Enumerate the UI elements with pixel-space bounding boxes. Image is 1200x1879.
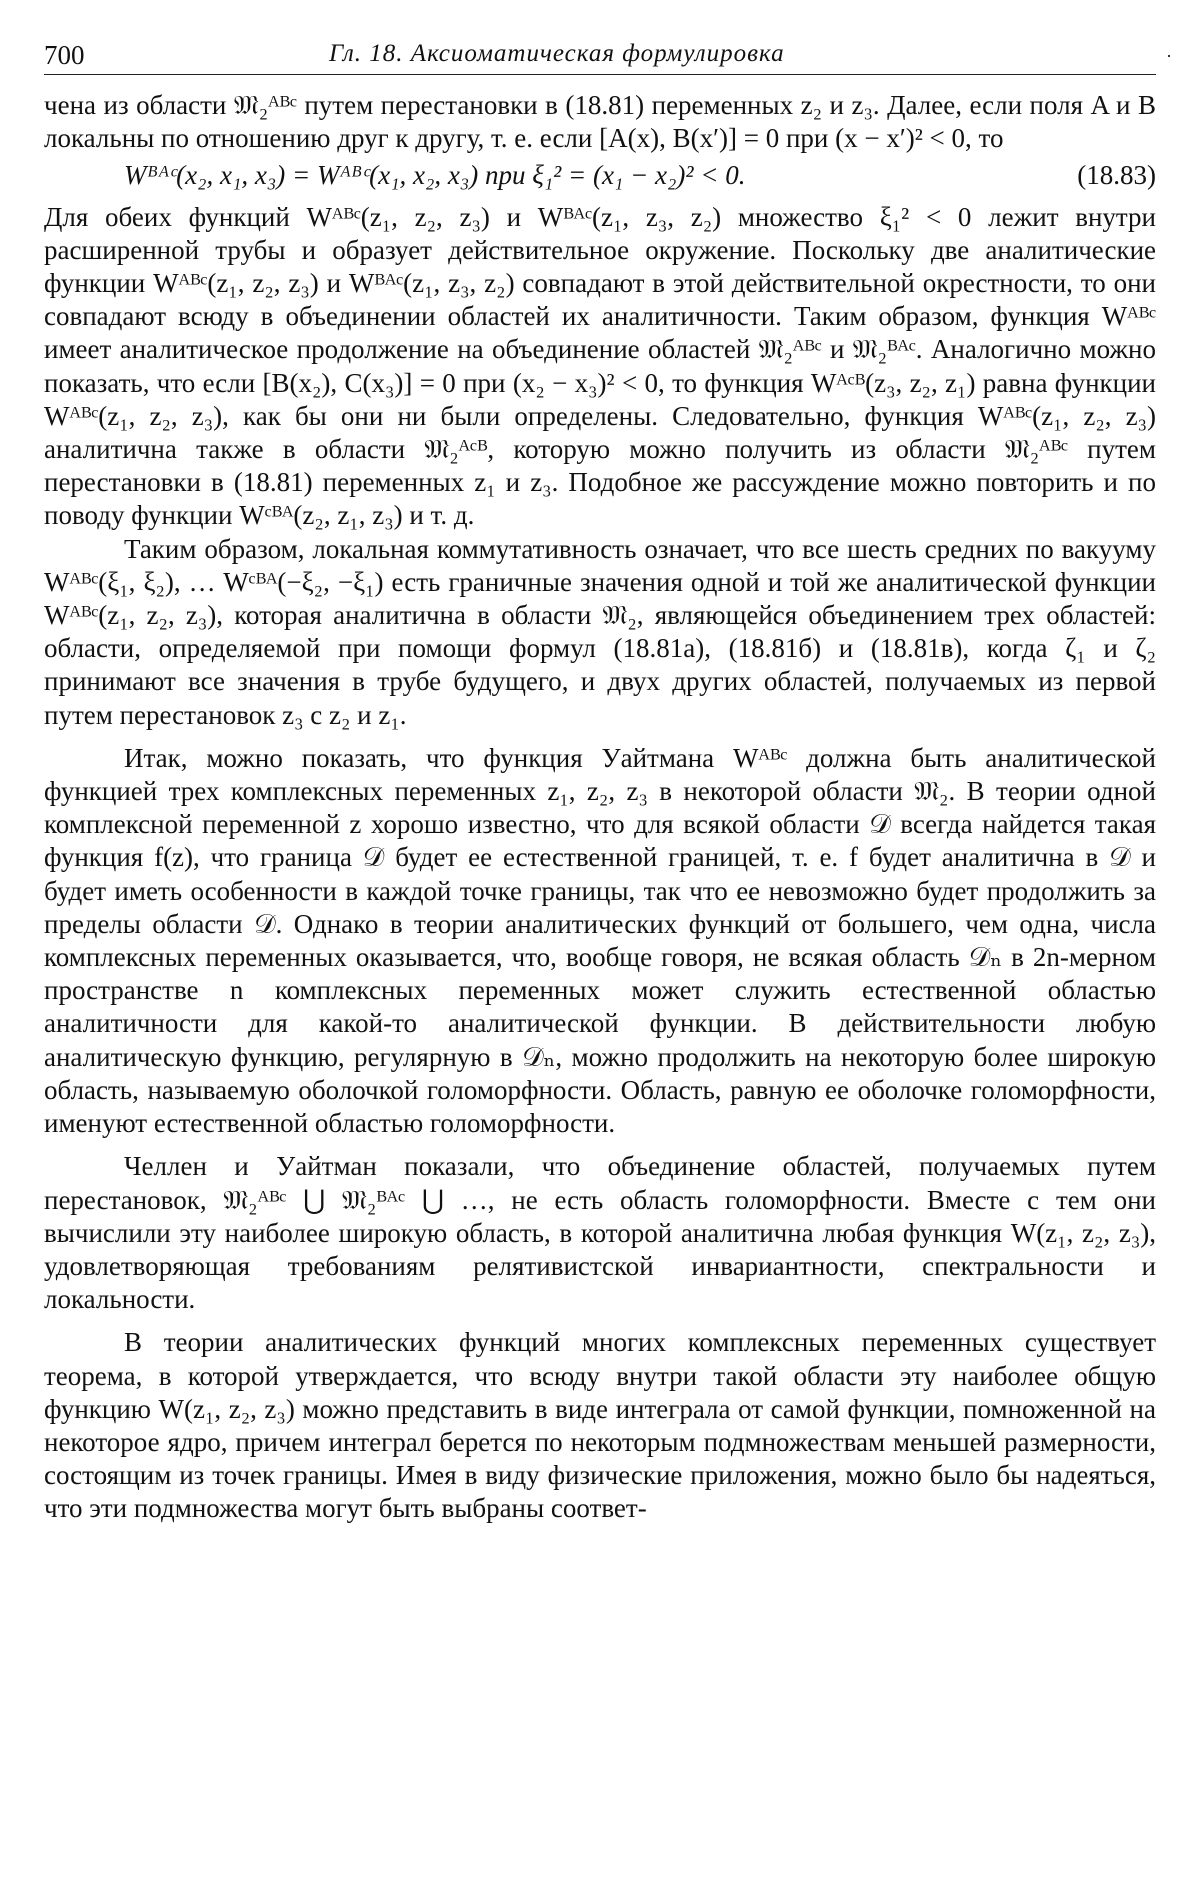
page bbox=[44, 38, 1172, 1526]
formula-text: Wᴮᴬᶜ(x₂, x₁, x₃) = Wᴬᴮᶜ(x₁, x₂, x₃) при ξ₁² = (x₁ − x₂)² < 0. bbox=[124, 160, 746, 191]
paragraph-2: Для обеих функций Wᴬᴮᶜ(z₁, z₂, z₃) и Wᴮᴬᶜ(z₁, z₃, z₂) множество ξ₁² < 0 лежит внутри расширенной трубы и образует действительное окружение. Поскольку две аналитические функции Wᴬᴮᶜ(z₁, z₂, z₃) и Wᴮᴬᶜ(z₁, z₃, z₂) совпадают в этой действительной окрестности, то они совпадают всюду в объединении областей их аналитичности. Таким образом, функция Wᴬᴮᶜ имеет аналитическое продолжение на объединение областей 𝔐₂ᴬᴮᶜ и 𝔐₂ᴮᴬᶜ. Аналогично можно показать, что если [B(x₂), C(x₃)] = 0 при (x₂ − x₃)² < 0, то функция Wᴬᶜᴮ(z₃, z₂, z₁) равна функции Wᴬᴮᶜ(z₁, z₂, z₃), как бы они ни были определены. Следовательно, функция Wᴬᴮᶜ(z₁, z₂, z₃) аналитична также в области 𝔐₂ᴬᶜᴮ, которую можно получить из области 𝔐₂ᴬᴮᶜ путем перестановки в (18.81) переменных z₁ и z₃. Подобное же рассуждение можно повторить и по поводу функции Wᶜᴮᴬ(z₂, z₁, z₃) и т. д. bbox=[44, 201, 1156, 531]
paragraph-5: Челлен и Уайтман показали, что объединение областей, получаемых путем перестановок, 𝔐₂ᴬᴮᶜ ⋃ 𝔐₂ᴮᴬᶜ ⋃ …, не есть область голоморфности. Вместе с тем они вычислили эту наиболее широкую область, в которой аналитична любая функция W(z₁, z₂, z₃), удовлетворяющая требованиям релятивистской инвариантности, спектральности и локальности. bbox=[44, 1151, 1156, 1315]
page-header bbox=[44, 38, 1172, 75]
running-title: Гл. 18. Аксиоматическая формулировка bbox=[329, 40, 785, 67]
page-number: 700 bbox=[44, 40, 85, 70]
paragraph-6: В теории аналитических функций многих комплексных переменных существует теорема, в которой утверждается, что всюду внутри такой области эту наиболее общую функцию W(z₁, z₂, z₃) можно представить в виде интеграла от самой функции, помноженной на некоторое ядро, причем интеграл берется по некоторым подмножествам меньшей размерности, состоящим из точек границы. Имея в виду физические приложения, можно было бы надеяться, что эти подмножества могут быть выбраны соответ- bbox=[44, 1327, 1156, 1524]
paragraph-1: чена из области 𝔐₂ᴬᴮᶜ путем перестановки в (18.81) переменных z₂ и z₃. Далее, если поля A и B локальны по отношению друг к другу, т. е. если [A(x), B(x′)] = 0 при (x − x′)² < 0, то bbox=[44, 90, 1156, 154]
page-body bbox=[44, 89, 1156, 1526]
formula-number: (18.83) bbox=[1077, 160, 1156, 191]
paragraph-3: Таким образом, локальная коммутативность означает, что все шесть средних по вакууму Wᴬᴮᶜ(ξ₁, ξ₂), … Wᶜᴮᴬ(−ξ₂, −ξ₁) есть граничные значения одной и той же аналитической функции Wᴬᴮᶜ(z₁, z₂, z₃), которая аналитична в области 𝔐₂, являющейся объединением трех областей: области, определяемой при помощи формул (18.81а), (18.81б) и (18.81в), когда ζ₁ и ζ₂ принимают все значения в трубе будущего, и двух других областей, получаемых из первой путем перестановок z₃ с z₂ и z₁. bbox=[44, 533, 1156, 730]
formula-18-83 bbox=[44, 159, 1156, 192]
margin-mark: · bbox=[1166, 46, 1172, 66]
paragraph-4: Итак, можно показать, что функция Уайтмана Wᴬᴮᶜ должна быть аналитической функцией трех комплексных переменных z₁, z₂, z₃ в некоторой области 𝔐₂. В теории одной комплексной переменной z хорошо известно, что для всякой области 𝒟 всегда найдется такая функция f(z), что граница 𝒟 будет ее естественной границей, т. е. f будет аналитична в 𝒟 и будет иметь особенности в каждой точке границы, так что ее невозможно будет продолжить за пределы области 𝒟. Однако в теории аналитических функций от большего, чем одна, числа комплексных переменных оказывается, что, вообще говоря, не всякая область 𝒟ₙ в 2n-мерном пространстве n комплексных переменных может служить естественной областью аналитичности для какой-то аналитической функции. В действительности любую аналитическую функцию, регулярную в 𝒟ₙ, можно продолжить на некоторую более широкую область, называемую оболочкой голоморфности. Область, равную ее оболочке голоморфности, именуют естественной областью голоморфности. bbox=[44, 742, 1156, 1139]
